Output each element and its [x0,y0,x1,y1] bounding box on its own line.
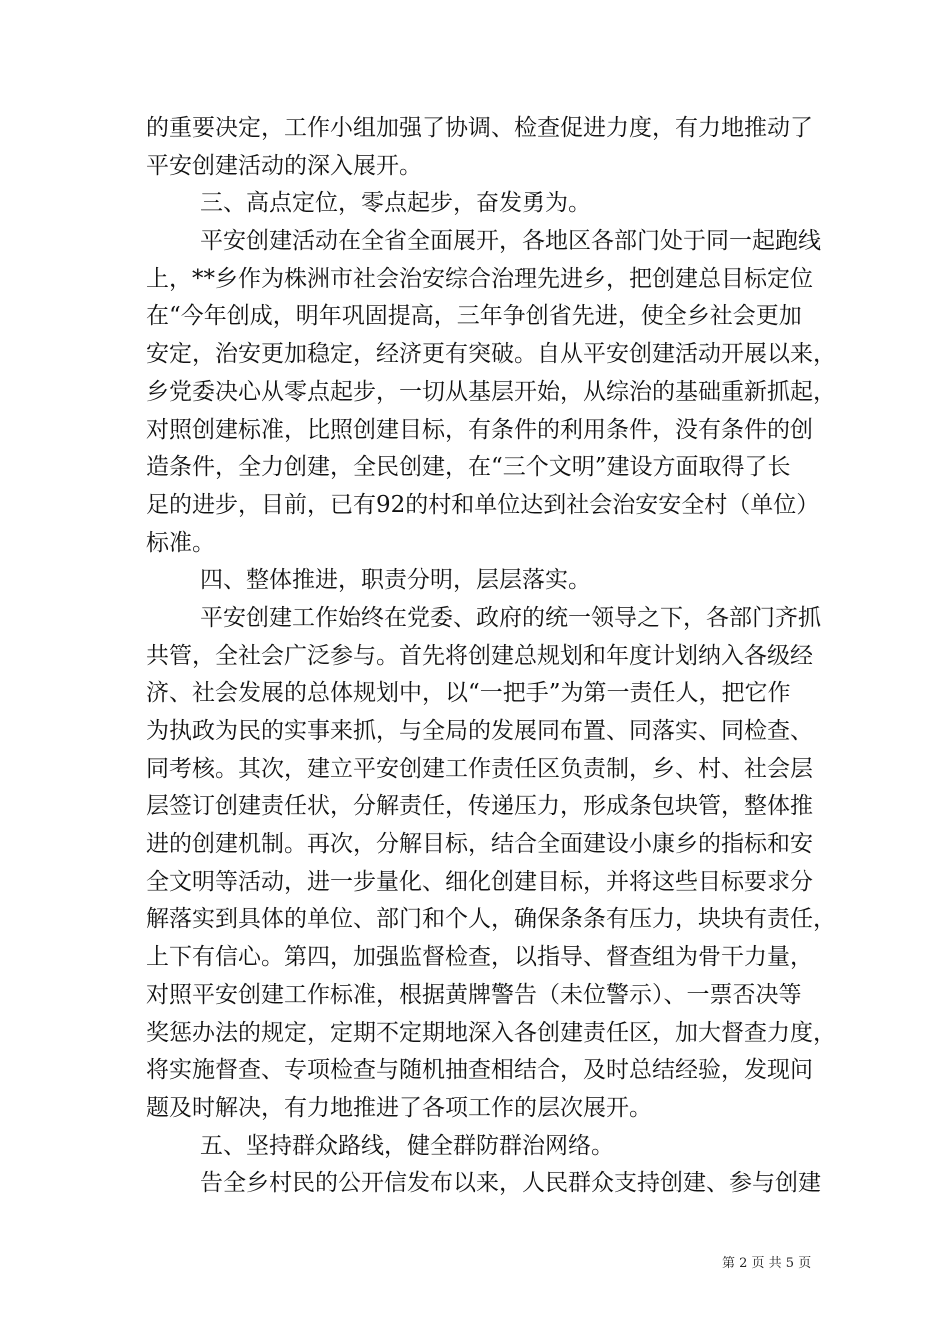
text-line: 将实施督查、专项检查与随机抽查相结合，及时总结经验，发现问 [146,1057,813,1084]
text-line: 平安创建活动的深入展开。 [146,152,422,179]
text-line: 造条件，全力创建，全民创建，在“三个文明”建设方面取得了长 [146,454,791,481]
text-line: 上下有信心。第四，加强监督检查，以指导、督查组为骨干力量， [146,944,813,971]
text-line: 为执政为民的实事来抓，与全局的发展同布置、同落实、同检查、 [146,718,813,744]
text-line: 安定，治安更加稳定，经济更有突破。自从平安创建活动开展以来， [146,341,836,368]
text-line: 的重要决定，工作小组加强了协调、检查促进力度，有力地推动了 [146,115,813,141]
text-line: 济、社会发展的总体规划中，以“一把手”为第一责任人，把它作 [146,680,791,707]
text-line: 进的创建机制。再次，分解目标，结合全面建设小康乡的指标和安 [146,831,813,858]
text-line: 三、高点定位，零点起步，奋发勇为。 [200,190,591,217]
text-line: 题及时解决，有力地推进了各项工作的层次展开。 [146,1094,652,1121]
text-line: 对照创建标准，比照创建目标，有条件的利用条件，没有条件的创 [146,416,813,443]
text-line: 平安创建工作始终在党委、政府的统一领导之下，各部门齐抓 [200,604,821,631]
text-line: 在“今年创成，明年巩固提高，三年争创省先进，使全乡社会更加 [146,303,802,330]
text-line: 标准。 [146,529,215,556]
text-line: 同考核。其次，建立平安创建工作责任区负责制，乡、村、社会层 [146,755,813,782]
text-line: 上，**乡作为株洲市社会治安综合治理先进乡，把创建总目标定位 [146,265,813,292]
text-line: 共管，全社会广泛参与。首先将创建总规划和年度计划纳入各级经 [146,642,813,669]
text-line: 层签订创建责任状，分解责任，传递压力，形成条包块管，整体推 [146,793,813,820]
text-line: 平安创建活动在全省全面展开，各地区各部门处于同一起跑线 [200,228,821,255]
text-line: 四、整体推进，职责分明，层层落实。 [200,567,591,594]
text-line: 全文明等活动，进一步量化、细化创建目标，并将这些目标要求分 [146,868,813,895]
text-line: 乡党委决心从零点起步，一切从基层开始，从综治的基础重新抓起， [146,378,836,405]
document-body [146,110,836,1203]
page-number: 第 2 页 共 5 页 [722,1256,812,1271]
text-line: 告全乡村民的公开信发布以来，人民群众支持创建、参与创建 [200,1170,821,1197]
text-line: 对照平安创建工作标准，根据黄牌警告（未位警示）、一票否决等 [146,981,802,1008]
text-line: 五、坚持群众路线，健全群防群治网络。 [200,1132,614,1159]
text-line: 解落实到具体的单位、部门和个人，确保条条有压力，块块有责任， [146,906,836,933]
text-line: 足的进步，目前，已有92的村和单位达到社会治安安全村（单位） [146,491,820,518]
text-line: 奖惩办法的规定，定期不定期地深入各创建责任区，加大督查力度， [146,1019,836,1046]
